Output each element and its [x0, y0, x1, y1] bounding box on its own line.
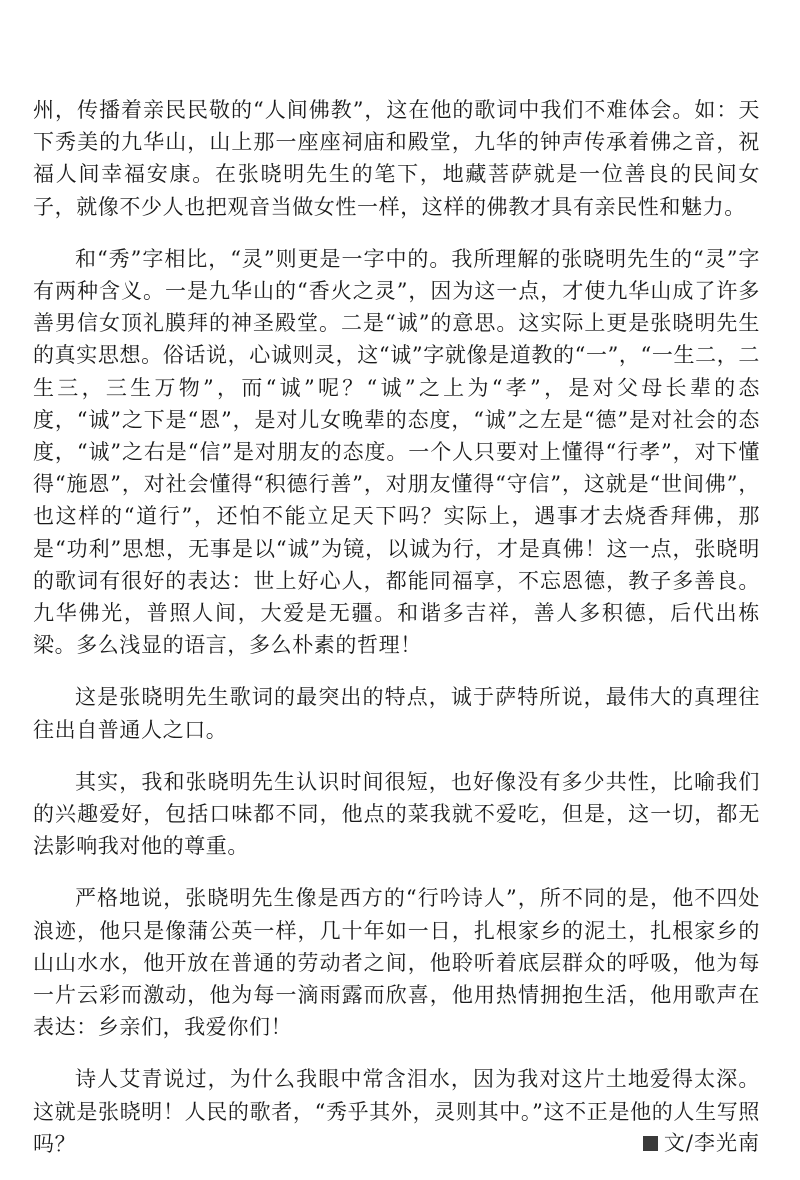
paragraph-1: 州，传播着亲民民敬的“人间佛教”，这在他的歌词中我们不难体会。如：天下秀美的九华山，山上那一座座祠庙和殿堂，九华的钟声传承着佛之音，祝福人间幸福安康。在张晓明先生的笔下，地藏菩萨就是一位善良的民间女子，就像不少人也把观音当做女性一样，这样的佛教才具有亲民性和魅力。 [33, 98, 760, 219]
black-square-icon [643, 1136, 658, 1151]
paragraph-4: 其实，我和张晓明先生认识时间很短，也好像没有多少共性，比喻我们的兴趣爱好，包括口味都不同，他点的菜我就不爱吃，但是，这一切，都无法影响我对他的尊重。 [33, 769, 760, 859]
author-name: 文/李光南 [663, 1131, 760, 1155]
paragraph-6: 诗人艾青说过，为什么我眼中常含泪水，因为我对这片土地爱得太深。这就是张晓明！人民的歌者，“秀乎其外，灵则其中。”这不正是他的人生写照吗？ [33, 1067, 760, 1156]
author-signature [643, 1128, 760, 1158]
paragraph-5: 严格地说，张晓明先生像是西方的“行吟诗人”，所不同的是，他不四处浪迹，他只是像蒲公英一样，几十年如一日，扎根家乡的泥土，扎根家乡的山山水水，他开放在普通的劳动者之间，他聆听着底层群众的呼吸，他为每一片云彩而激动，他为每一滴雨露而欣喜，他用热情拥抱生活，他用歌声在表达：乡亲们，我爱你们！ [33, 886, 760, 1040]
paragraph-3: 这是张晓明先生歌词的最突出的特点，诚于萨特所说，最伟大的真理往往出自普通人之口。 [33, 685, 760, 742]
article-body [33, 94, 760, 1180]
paragraph-2: 和“秀”字相比，“灵”则更是一字中的。我所理解的张晓明先生的“灵”字有两种含义。一是九华山的“香火之灵”，因为这一点，才使九华山成了许多善男信女顶礼膜拜的神圣殿堂。二是“诚”的意思。这实际上更是张晓明先生的真实思想。俗话说，心诚则灵，这“诚”字就像是道教的“一”，“一生二，二生三，三生万物”，而“诚”呢？“诚”之上为“孝”，是对父母长辈的态度，“诚”之下是“恩”，是对儿女晚辈的态度，“诚”之左是“德”是对社会的态度，“诚”之右是“信”是对朋友的态度。一个人只要对上懂得“行孝”，对下懂得“施恩”，对社会懂得“积德行善”，对朋友懂得“守信”，这就是“世间佛”，也这样的“道行”，还怕不能立足天下吗？实际上，遇事才去烧香拜佛，那是“功利”思想，无事是以“诚”为镜，以诚为行，才是真佛！这一点，张晓明的歌词有很好的表达：世上好心人，都能同福享，不忘恩德，教子多善良。九华佛光，普照人间，大爱是无疆。和谐多吉祥，善人多积德，后代出栋梁。多么浅显的语言，多么朴素的哲理！ [33, 246, 760, 658]
